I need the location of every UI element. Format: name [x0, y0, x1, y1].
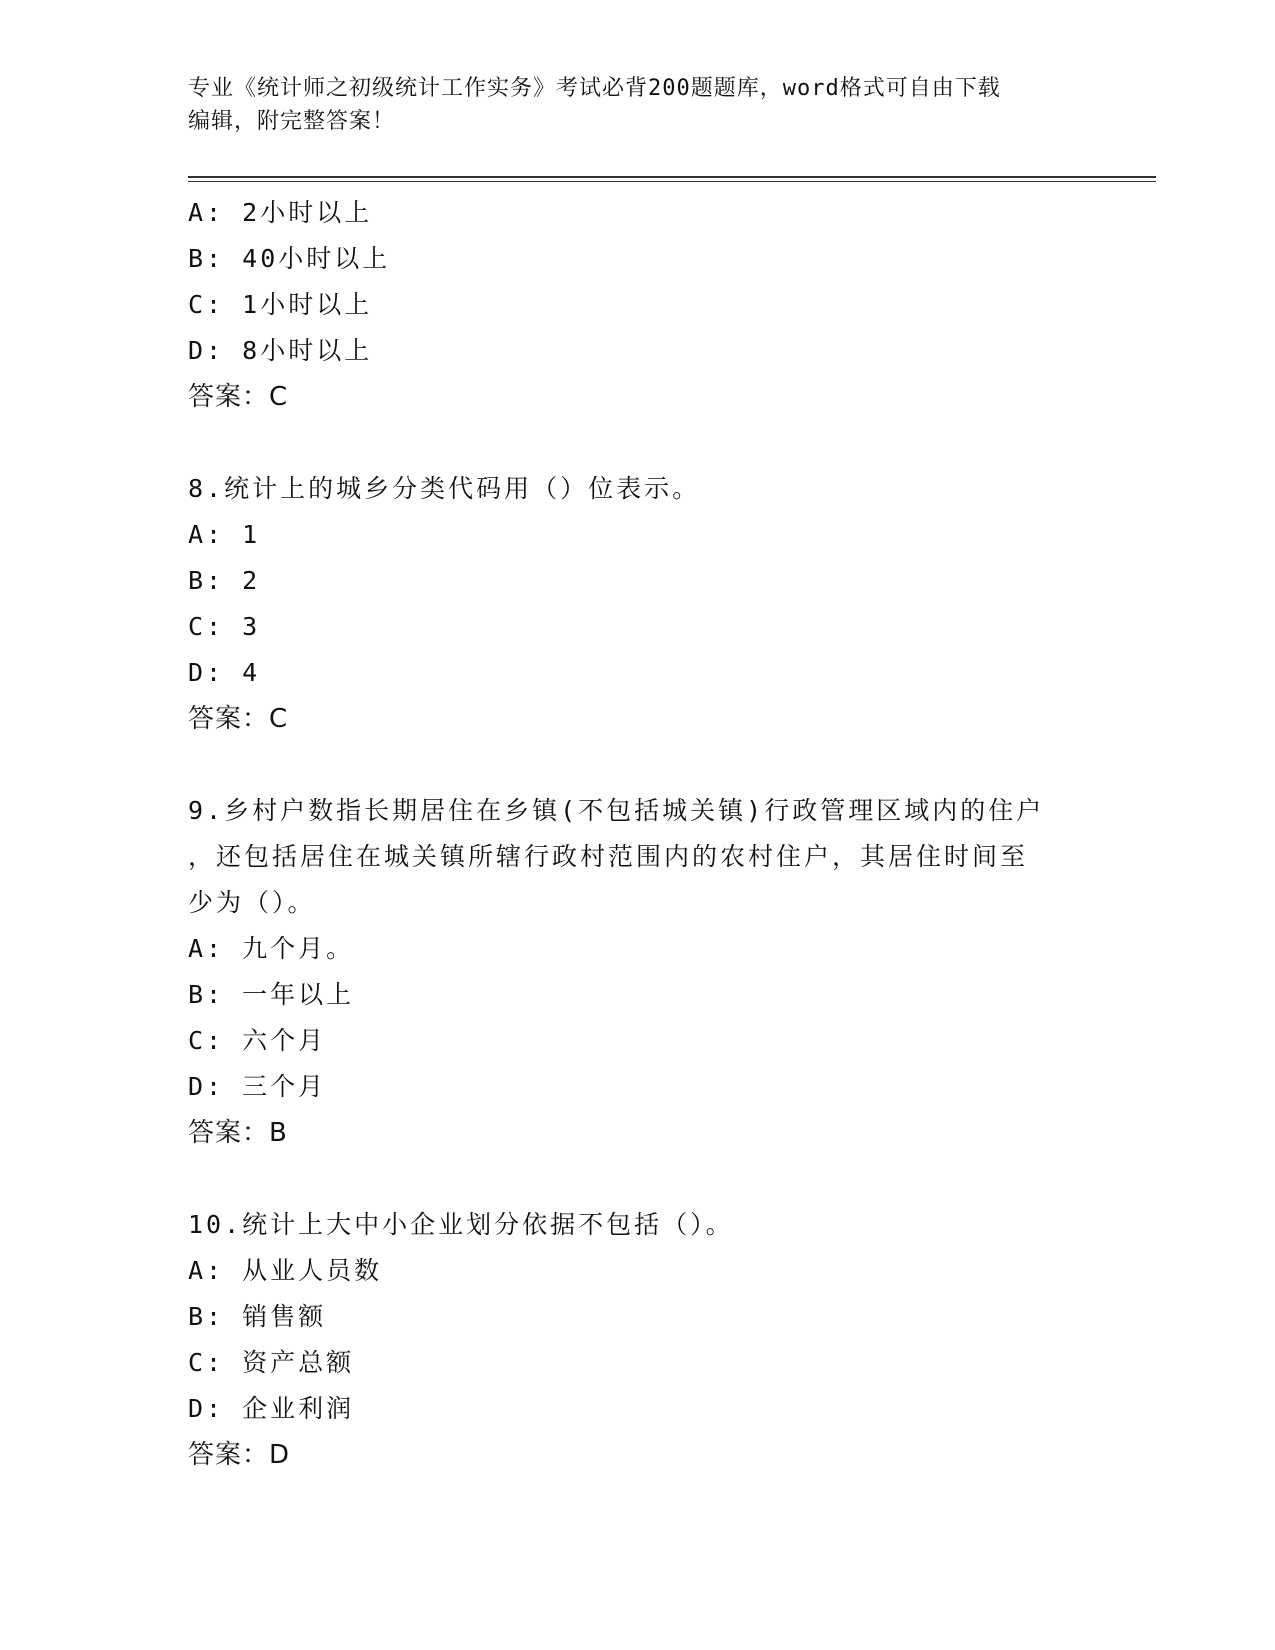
- header-line-2: 编辑，附完整答案！: [188, 109, 396, 134]
- question-text-line-2: ，还包括居住在城关镇所辖行政村范围内的农村住户，其居住时间至: [188, 842, 1029, 871]
- option-b: B: 销售额: [188, 1302, 327, 1331]
- option-c: C: 1小时以上: [188, 290, 373, 319]
- question-text-line-1: 9.乡村户数指长期居住在乡镇(不包括城关镇)行政管理区域内的住户: [188, 796, 1045, 825]
- question-text: 10.统计上大中小企业划分依据不包括（）。: [188, 1210, 734, 1239]
- answer: 答案：B: [188, 1118, 288, 1148]
- option-a: A: 2小时以上: [188, 198, 373, 227]
- option-a: A: 从业人员数: [188, 1256, 383, 1285]
- document-header: [188, 72, 1088, 138]
- header-line-1: 专业《统计师之初级统计工作实务》考试必背200题题库，word格式可自由下载: [188, 76, 1001, 101]
- question-content: [188, 190, 1148, 1478]
- answer: 答案：C: [188, 704, 289, 734]
- question-7: [188, 190, 1148, 420]
- spacer: [188, 420, 1148, 466]
- option-d: D: 企业利润: [188, 1394, 355, 1423]
- option-c: C: 资产总额: [188, 1348, 355, 1377]
- spacer: [188, 742, 1148, 788]
- option-b: B: 40小时以上: [188, 244, 391, 273]
- option-c: C: 六个月: [188, 1026, 327, 1055]
- option-d: D: 8小时以上: [188, 336, 373, 365]
- option-b: B: 2: [188, 566, 261, 595]
- option-a: A: 九个月。: [188, 934, 355, 963]
- question-text-line-3: 少为（）。: [188, 888, 316, 917]
- answer: 答案：C: [188, 382, 289, 412]
- option-d: D: 三个月: [188, 1072, 327, 1101]
- question-8: [188, 466, 1148, 742]
- option-b: B: 一年以上: [188, 980, 355, 1009]
- header-divider: [188, 176, 1156, 182]
- answer: 答案：D: [188, 1440, 291, 1470]
- question-text: 8.统计上的城乡分类代码用（）位表示。: [188, 474, 701, 503]
- option-a: A: 1: [188, 520, 261, 549]
- question-10: [188, 1202, 1148, 1478]
- option-c: C: 3: [188, 612, 261, 641]
- option-d: D: 4: [188, 658, 261, 687]
- spacer: [188, 1156, 1148, 1202]
- question-9: [188, 788, 1148, 1156]
